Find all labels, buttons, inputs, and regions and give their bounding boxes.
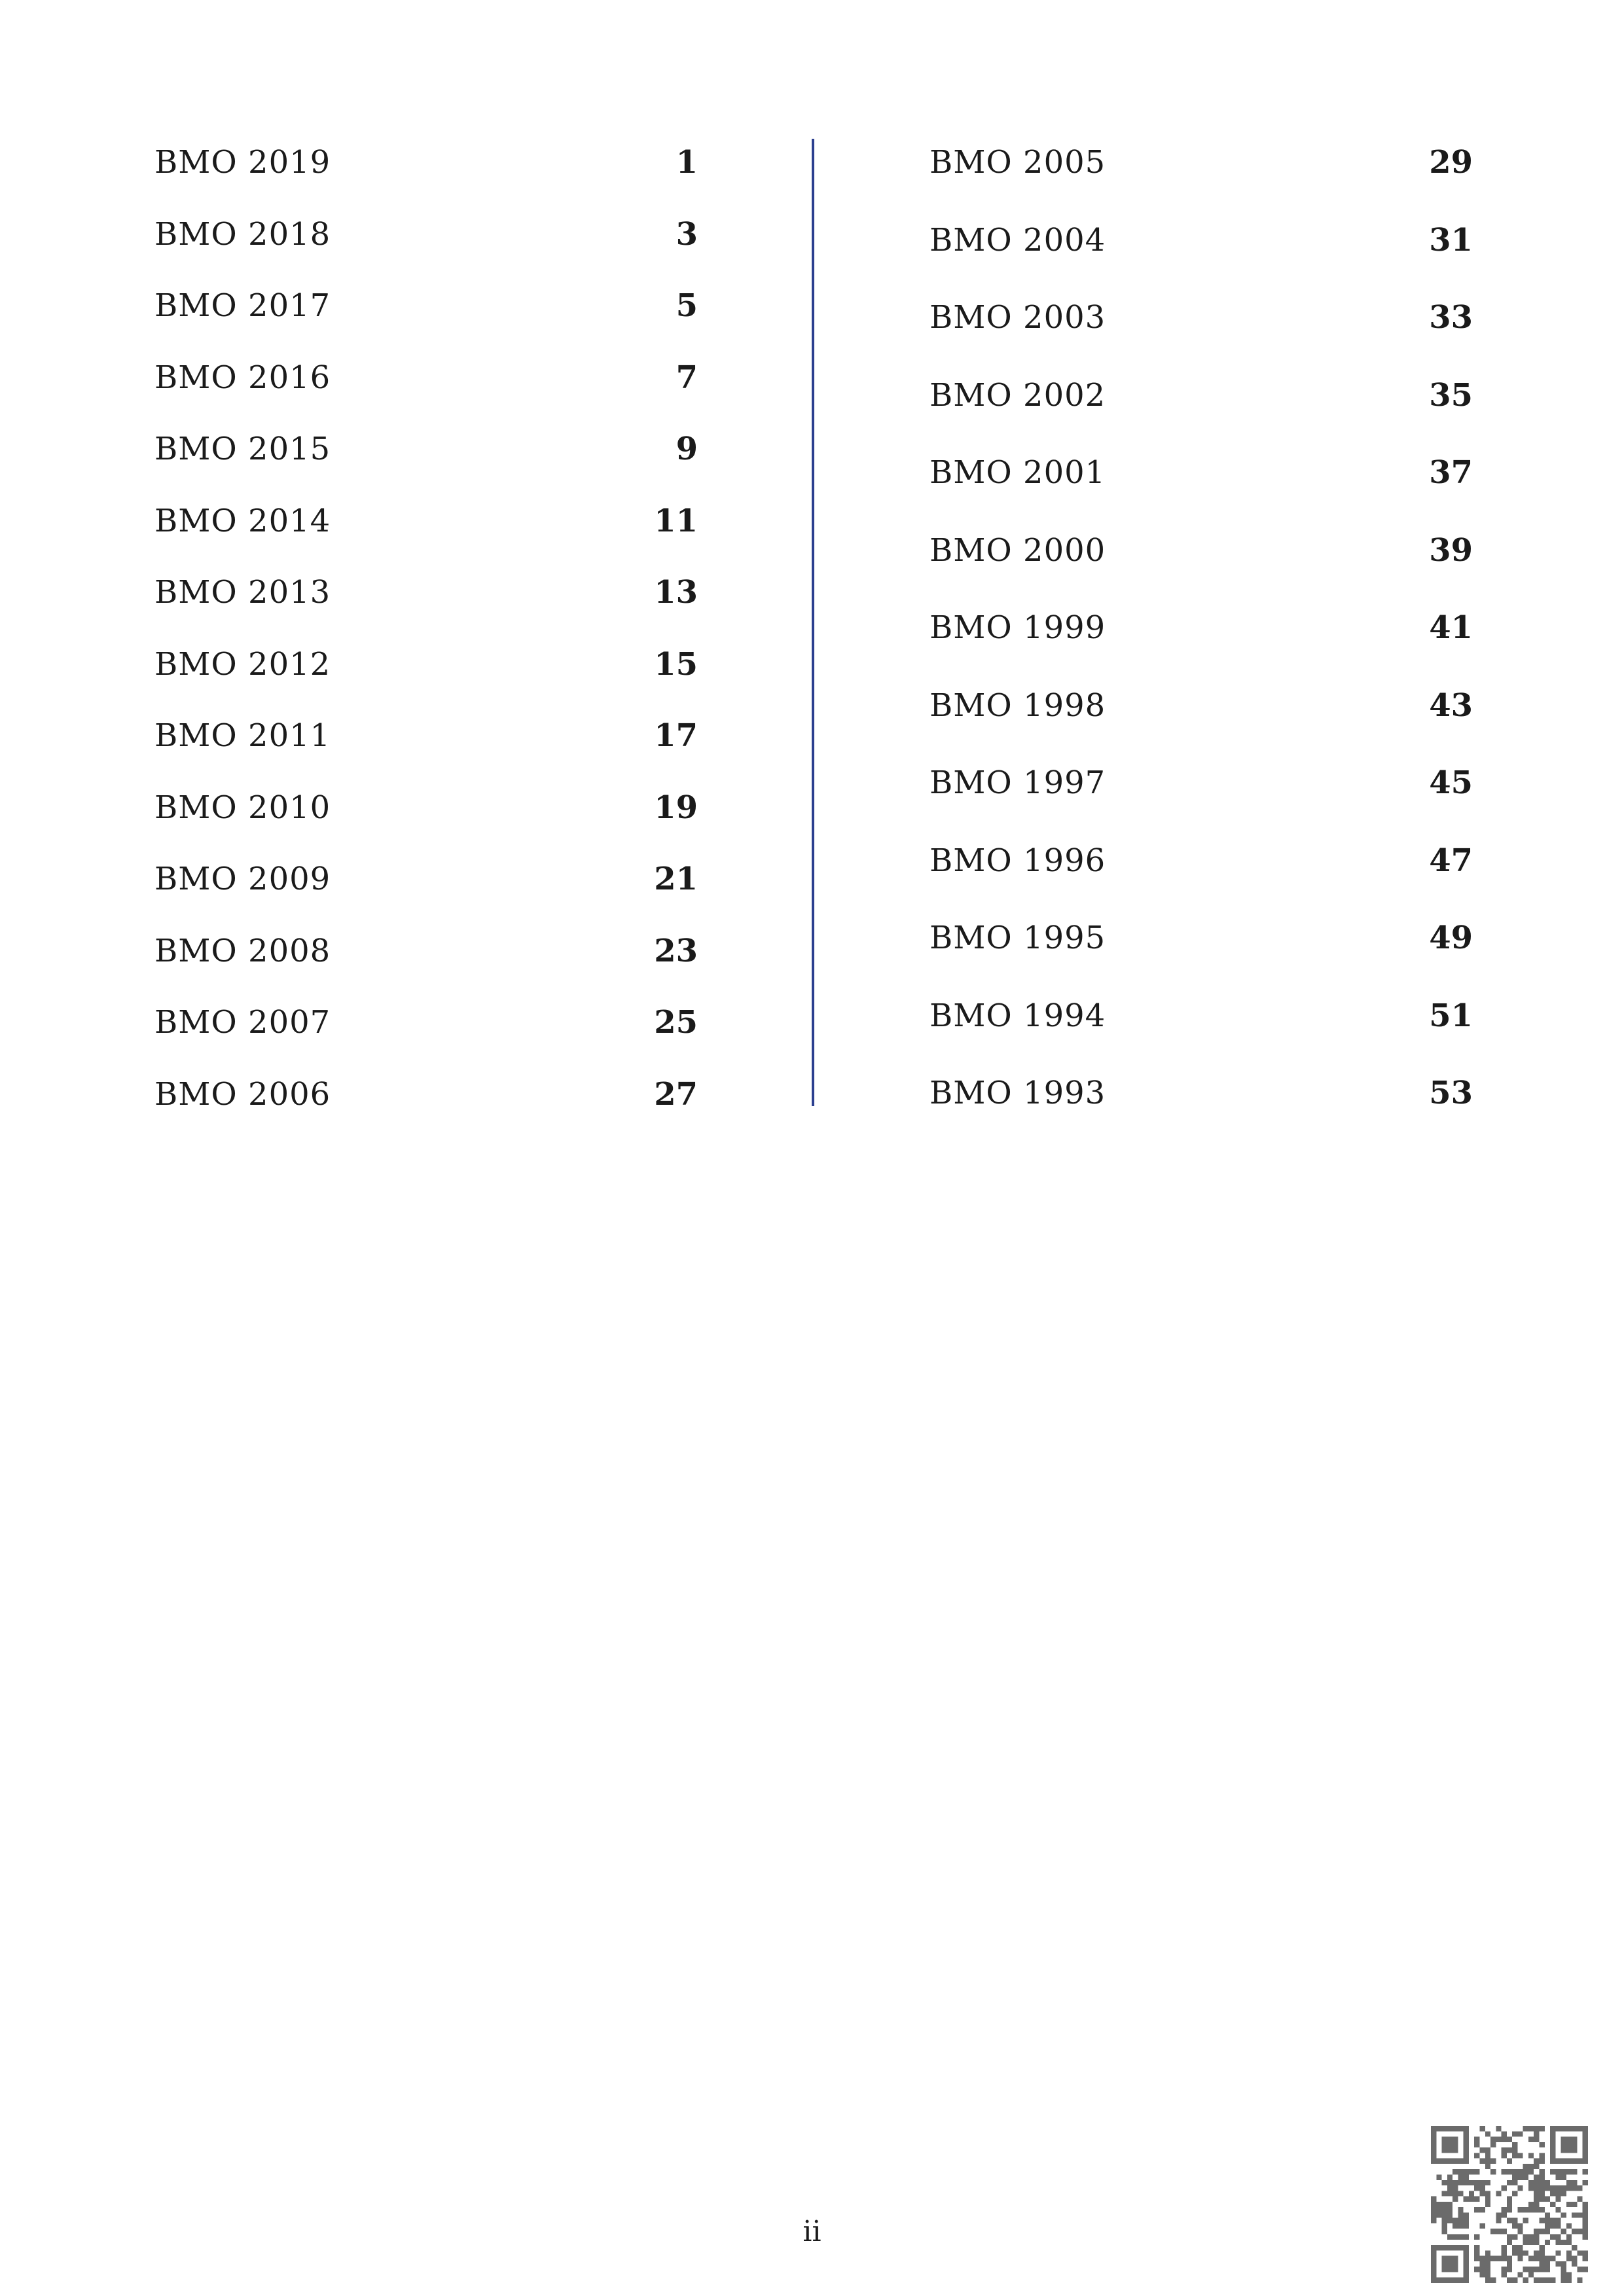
- toc-entry[interactable]: [929, 838, 1473, 884]
- toc-entry-page: 3: [676, 215, 698, 253]
- toc-entry-page: 1: [676, 144, 698, 181]
- toc-entry[interactable]: [154, 426, 698, 472]
- toc-entry[interactable]: [929, 139, 1473, 185]
- toc-entry-title: BMO 1997: [929, 764, 1106, 801]
- toc-entry-page: 53: [1429, 1075, 1473, 1111]
- toc-entry-page: 25: [654, 1004, 698, 1041]
- toc-entry[interactable]: [154, 1071, 698, 1117]
- toc-entry[interactable]: [929, 683, 1473, 728]
- toc-entry-title: BMO 2009: [154, 861, 331, 897]
- toc-entry[interactable]: [929, 295, 1473, 340]
- toc-entry-page: 45: [1429, 764, 1473, 801]
- toc-entry-page: 35: [1429, 376, 1473, 414]
- toc-entry-page: 13: [654, 574, 698, 611]
- toc-entry[interactable]: [154, 641, 698, 687]
- toc-entry-page: 29: [1429, 144, 1473, 181]
- toc-entry-title: BMO 1994: [929, 997, 1106, 1034]
- toc-entry[interactable]: [154, 139, 698, 185]
- toc-entry-page: 51: [1429, 997, 1473, 1034]
- toc-entry-title: BMO 2005: [929, 144, 1106, 181]
- toc-entry[interactable]: [154, 283, 698, 329]
- toc-entry-page: 39: [1429, 531, 1473, 569]
- toc-entry-page: 9: [676, 431, 698, 467]
- toc-entry[interactable]: [154, 785, 698, 831]
- toc-entry-page: 49: [1429, 920, 1473, 956]
- qr-code-icon: [1431, 2126, 1588, 2283]
- toc-entry[interactable]: [154, 211, 698, 257]
- toc-entry-page: 31: [1429, 221, 1473, 259]
- toc-entry[interactable]: [929, 915, 1473, 961]
- toc-entry-title: BMO 1995: [929, 920, 1106, 956]
- toc-entry-title: BMO 2008: [154, 932, 331, 969]
- toc-entry-title: BMO 2011: [154, 717, 331, 754]
- toc-entry-title: BMO 2004: [929, 221, 1106, 259]
- toc-entry-title: BMO 1993: [929, 1075, 1106, 1111]
- toc-entry[interactable]: [929, 217, 1473, 263]
- toc-entry-page: 21: [654, 861, 698, 897]
- toc-entry-title: BMO 1999: [929, 609, 1106, 646]
- toc-entry-title: BMO 2016: [154, 359, 331, 396]
- toc-entry[interactable]: [929, 1070, 1473, 1116]
- toc-entry[interactable]: [154, 355, 698, 401]
- toc-entry-page: 7: [676, 359, 698, 396]
- toc-entry-title: BMO 2010: [154, 789, 331, 826]
- toc-entry-page: 41: [1429, 609, 1473, 646]
- toc-entry-title: BMO 2019: [154, 144, 331, 181]
- toc-entry-title: BMO 2017: [154, 287, 331, 324]
- toc-entry-page: 27: [654, 1075, 698, 1113]
- toc-entry[interactable]: [154, 928, 698, 974]
- toc-entry-page: 37: [1429, 454, 1473, 491]
- toc-entry-title: BMO 2018: [154, 215, 331, 253]
- toc-entry-title: BMO 2013: [154, 574, 331, 611]
- toc-entry-title: BMO 2003: [929, 299, 1106, 336]
- toc-entry-title: BMO 2014: [154, 502, 331, 539]
- toc-entry-title: BMO 2012: [154, 645, 331, 683]
- toc-entry-title: BMO 1996: [929, 842, 1106, 879]
- toc-entry-title: BMO 2002: [929, 376, 1106, 414]
- column-divider: [812, 139, 814, 1106]
- toc-entry-page: 5: [676, 287, 698, 324]
- toc-entry-page: 43: [1429, 687, 1473, 724]
- toc-entry-title: BMO 2007: [154, 1004, 331, 1041]
- toc-entry-title: BMO 2000: [929, 531, 1106, 569]
- page-number: ii: [803, 2215, 821, 2248]
- toc-entry[interactable]: [154, 569, 698, 615]
- toc-entry[interactable]: [929, 760, 1473, 806]
- toc-entry[interactable]: [929, 528, 1473, 573]
- toc-entry-page: 17: [654, 717, 698, 754]
- toc-entry-page: 33: [1429, 299, 1473, 336]
- toc-entry[interactable]: [929, 372, 1473, 418]
- toc-entry-title: BMO 2006: [154, 1075, 331, 1113]
- toc-entry-page: 11: [654, 502, 698, 539]
- toc-entry[interactable]: [929, 605, 1473, 651]
- toc-entry[interactable]: [929, 993, 1473, 1039]
- toc-entry-title: BMO 2015: [154, 431, 331, 467]
- toc-entry[interactable]: [154, 713, 698, 759]
- toc-entry[interactable]: [929, 450, 1473, 495]
- toc-entry-page: 19: [654, 789, 698, 826]
- toc-entry-page: 23: [654, 932, 698, 969]
- toc-entry[interactable]: [154, 856, 698, 902]
- toc-entry-page: 47: [1429, 842, 1473, 879]
- toc-entry[interactable]: [154, 999, 698, 1045]
- toc-entry[interactable]: [154, 498, 698, 544]
- toc-entry-page: 15: [654, 645, 698, 683]
- toc-entry-title: BMO 2001: [929, 454, 1106, 491]
- toc-entry-title: BMO 1998: [929, 687, 1106, 724]
